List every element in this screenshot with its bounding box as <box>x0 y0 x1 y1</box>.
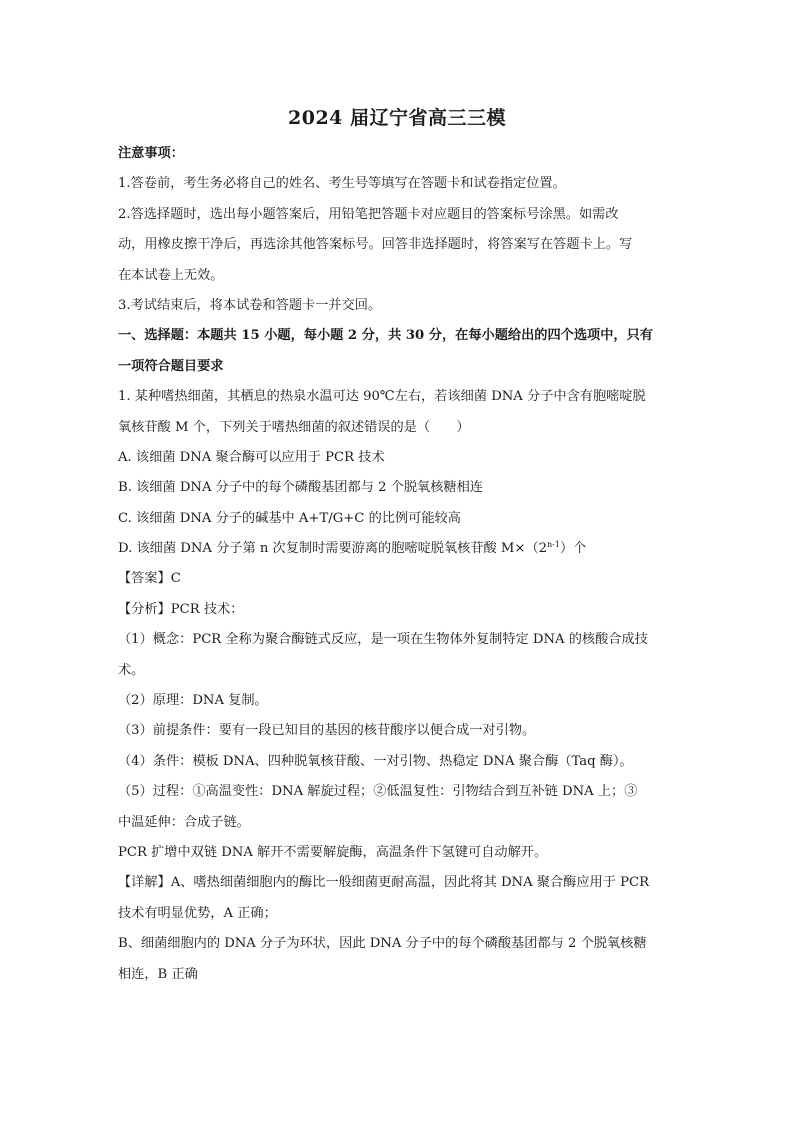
section-heading-line-2: 一项符合题目要求 <box>118 358 224 374</box>
notice-item-1: 1.答卷前，考生务必将自己的姓名、考生号等填写在答题卡和试卷指定位置。 <box>118 176 566 192</box>
option-d-text-end: ）个 <box>559 541 587 557</box>
option-d-text: D. 该细菌 DNA 分子第 n 次复制时需要游离的胞嘧啶脱氧核苷酸 M×（2 <box>118 541 548 557</box>
detail-a-line-1: 【详解】A、嗜热细菌细胞内的酶比一般细菌更耐高温，因此将其 DNA 聚合酶应用于 PCR <box>118 875 649 891</box>
notice-item-2-line-1: 2.答选择题时，选出每小题答案后，用铅笔把答题卡对应题目的答案标号涂黑。如需改 <box>118 206 619 222</box>
option-a: A. 该细菌 DNA 聚合酶可以应用于 PCR 技术 <box>118 449 385 465</box>
option-d-exponent: n-1 <box>547 540 560 550</box>
option-b: B. 该细菌 DNA 分子中的每个磷酸基团都与 2 个脱氧核糖相连 <box>118 480 483 496</box>
analysis-item-2: （2）原理：DNA 复制。 <box>118 693 268 709</box>
option-c: C. 该细菌 DNA 分子的碱基中 A+T/G+C 的比例可能较高 <box>118 510 461 526</box>
section-heading-line-1: 一、选择题：本题共 15 小题，每小题 2 分，共 30 分，在每小题给出的四个选项中，只有 <box>118 328 653 344</box>
analysis-heading: 【分析】PCR 技术： <box>118 601 244 617</box>
notice-item-3: 3.考试结束后，将本试卷和答题卡一并交回。 <box>118 297 382 313</box>
notice-heading: 注意事项： <box>118 146 184 161</box>
analysis-note: PCR 扩增中双链 DNA 解开不需要解旋酶，高温条件下氢键可自动解开。 <box>118 844 548 860</box>
notice-item-2-line-3: 在本试卷上无效。 <box>118 267 224 283</box>
option-d <box>118 534 678 564</box>
analysis-item-1-line-2: 术。 <box>118 662 145 678</box>
analysis-item-3: （3）前提条件：要有一段已知目的基因的核苷酸序以便合成一对引物。 <box>118 723 536 739</box>
detail-b-line-2: 相连，B 正确 <box>118 966 198 982</box>
analysis-item-4: （4）条件：模板 DNA、四种脱氧核苷酸、一对引物、热稳定 DNA 聚合酶（Taq 酶）。 <box>118 753 633 769</box>
analysis-item-5-line-1: （5）过程：①高温变性：DNA 解旋过程；②低温复性：引物结合到互补链 DNA 上；③ <box>118 784 638 800</box>
detail-a-line-2: 技术有明显优势，A 正确； <box>118 905 277 921</box>
analysis-item-1-line-1: （1）概念：PCR 全称为聚合酶链式反应，是一项在生物体外复制特定 DNA 的核酸合成技 <box>118 632 648 648</box>
page-title: 2024 届辽宁省高三三模 <box>288 107 506 129</box>
answer-line: 【答案】C <box>118 571 181 587</box>
notice-item-2-line-2: 动，用橡皮擦干净后，再选涂其他答案标号。回答非选择题时，将答案写在答题卡上。写 <box>118 237 633 253</box>
detail-b-line-1: B、细菌细胞内的 DNA 分子为环状，因此 DNA 分子中的每个磷酸基团都与 2 个脱氧核糖 <box>118 936 647 952</box>
question-1-stem-line-2: 氧核苷酸 M 个，下列关于嗜热细菌的叙述错误的是（ ） <box>118 419 470 435</box>
analysis-item-5-line-2: 中温延伸：合成子链。 <box>118 814 250 830</box>
document-body <box>118 139 678 990</box>
question-1-stem-line-1: 1. 某种嗜热细菌，其栖息的热泉水温可达 90℃左右，若该细菌 DNA 分子中含有胞嘧啶脱 <box>118 389 646 405</box>
